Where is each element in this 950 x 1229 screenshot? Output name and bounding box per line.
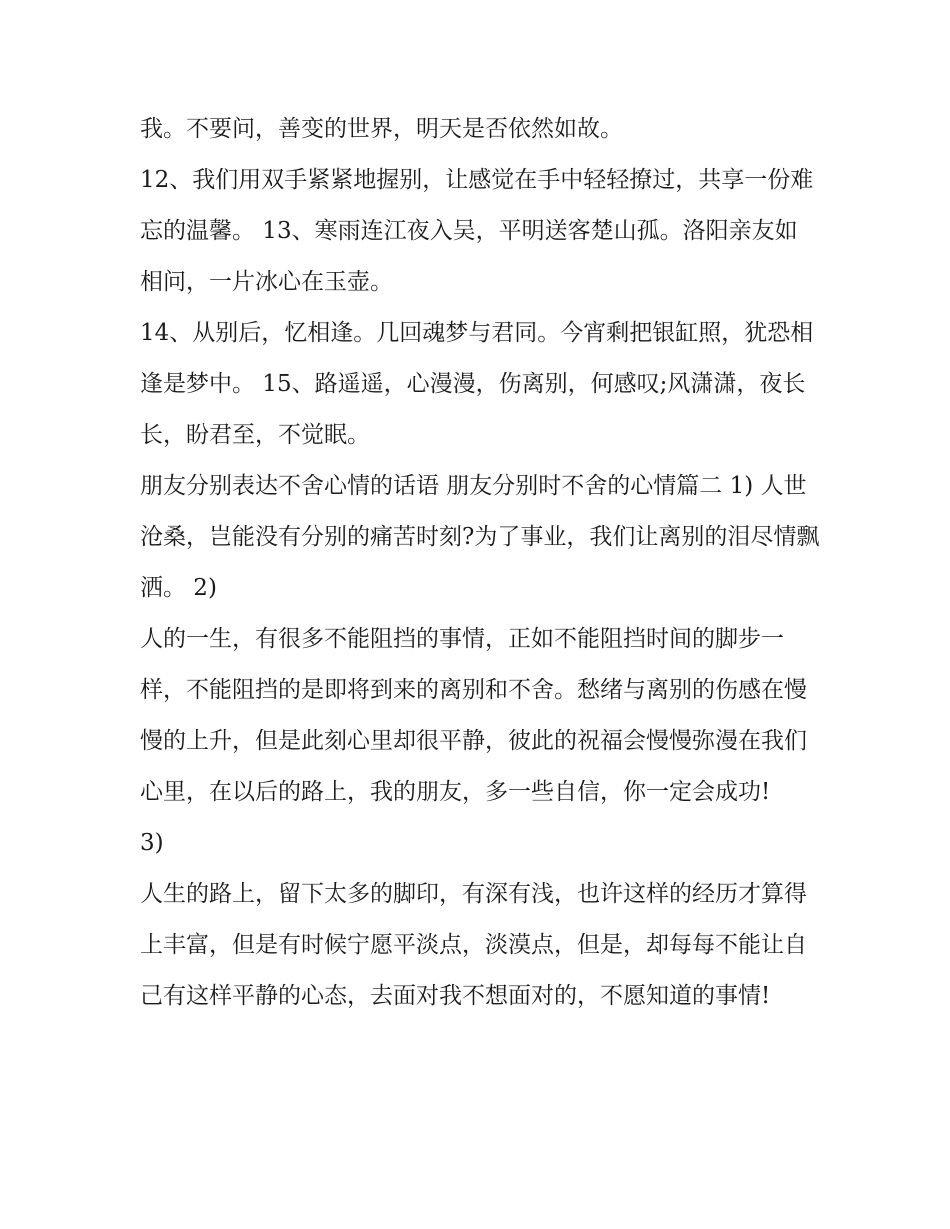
- paragraph-12-13: 12、我们用双手紧紧地握别，让感觉在手中轻轻撩过，共享一份难忘的温馨。 13、寒雨连江夜入吴，平明送客楚山孤。洛阳亲友如相问，一片冰心在玉壶。: [140, 167, 814, 295]
- paragraph-14-15: 14、从别后，忆相逢。几回魂梦与君同。今宵剩把银缸照，犹恐相逢是梦中。 15、路遥遥，心漫漫，伤离别，何感叹;风潇潇，夜长长，盼君至，不觉眠。: [140, 320, 814, 448]
- paragraph-3: 人生的路上，留下太多的脚印，有深有浅，也许这样的经历才算得上丰富，但是有时候宁愿平淡点，淡漠点，但是，却每每不能让自己有这样平静的心态，去面对我不想面对的，不愿知道的事情!: [140, 881, 807, 1009]
- document-body: [140, 104, 820, 1022]
- paragraph-section-two-1: 朋友分别表达不舍心情的话语 朋友分别时不舍的心情篇二 1) 人世沧桑，岂能没有分别的痛苦时刻?为了事业，我们让离别的泪尽情飘洒。 2): [140, 473, 820, 601]
- paragraph-continuation: 我。不要问，善变的世界，明天是否依然如故。: [140, 116, 623, 142]
- paragraph-2: 人的一生，有很多不能阻挡的事情，正如不能阻挡时间的脚步一样，不能阻挡的是即将到来的离别和不舍。愁绪与离别的伤感在慢慢的上升，但是此刻心里却很平静，彼此的祝福会慢慢弥漫在我们心里，在以后的路上，我的朋友，多一些自信，你一定会成功!: [140, 626, 807, 805]
- paragraph-3-number: 3): [140, 830, 164, 856]
